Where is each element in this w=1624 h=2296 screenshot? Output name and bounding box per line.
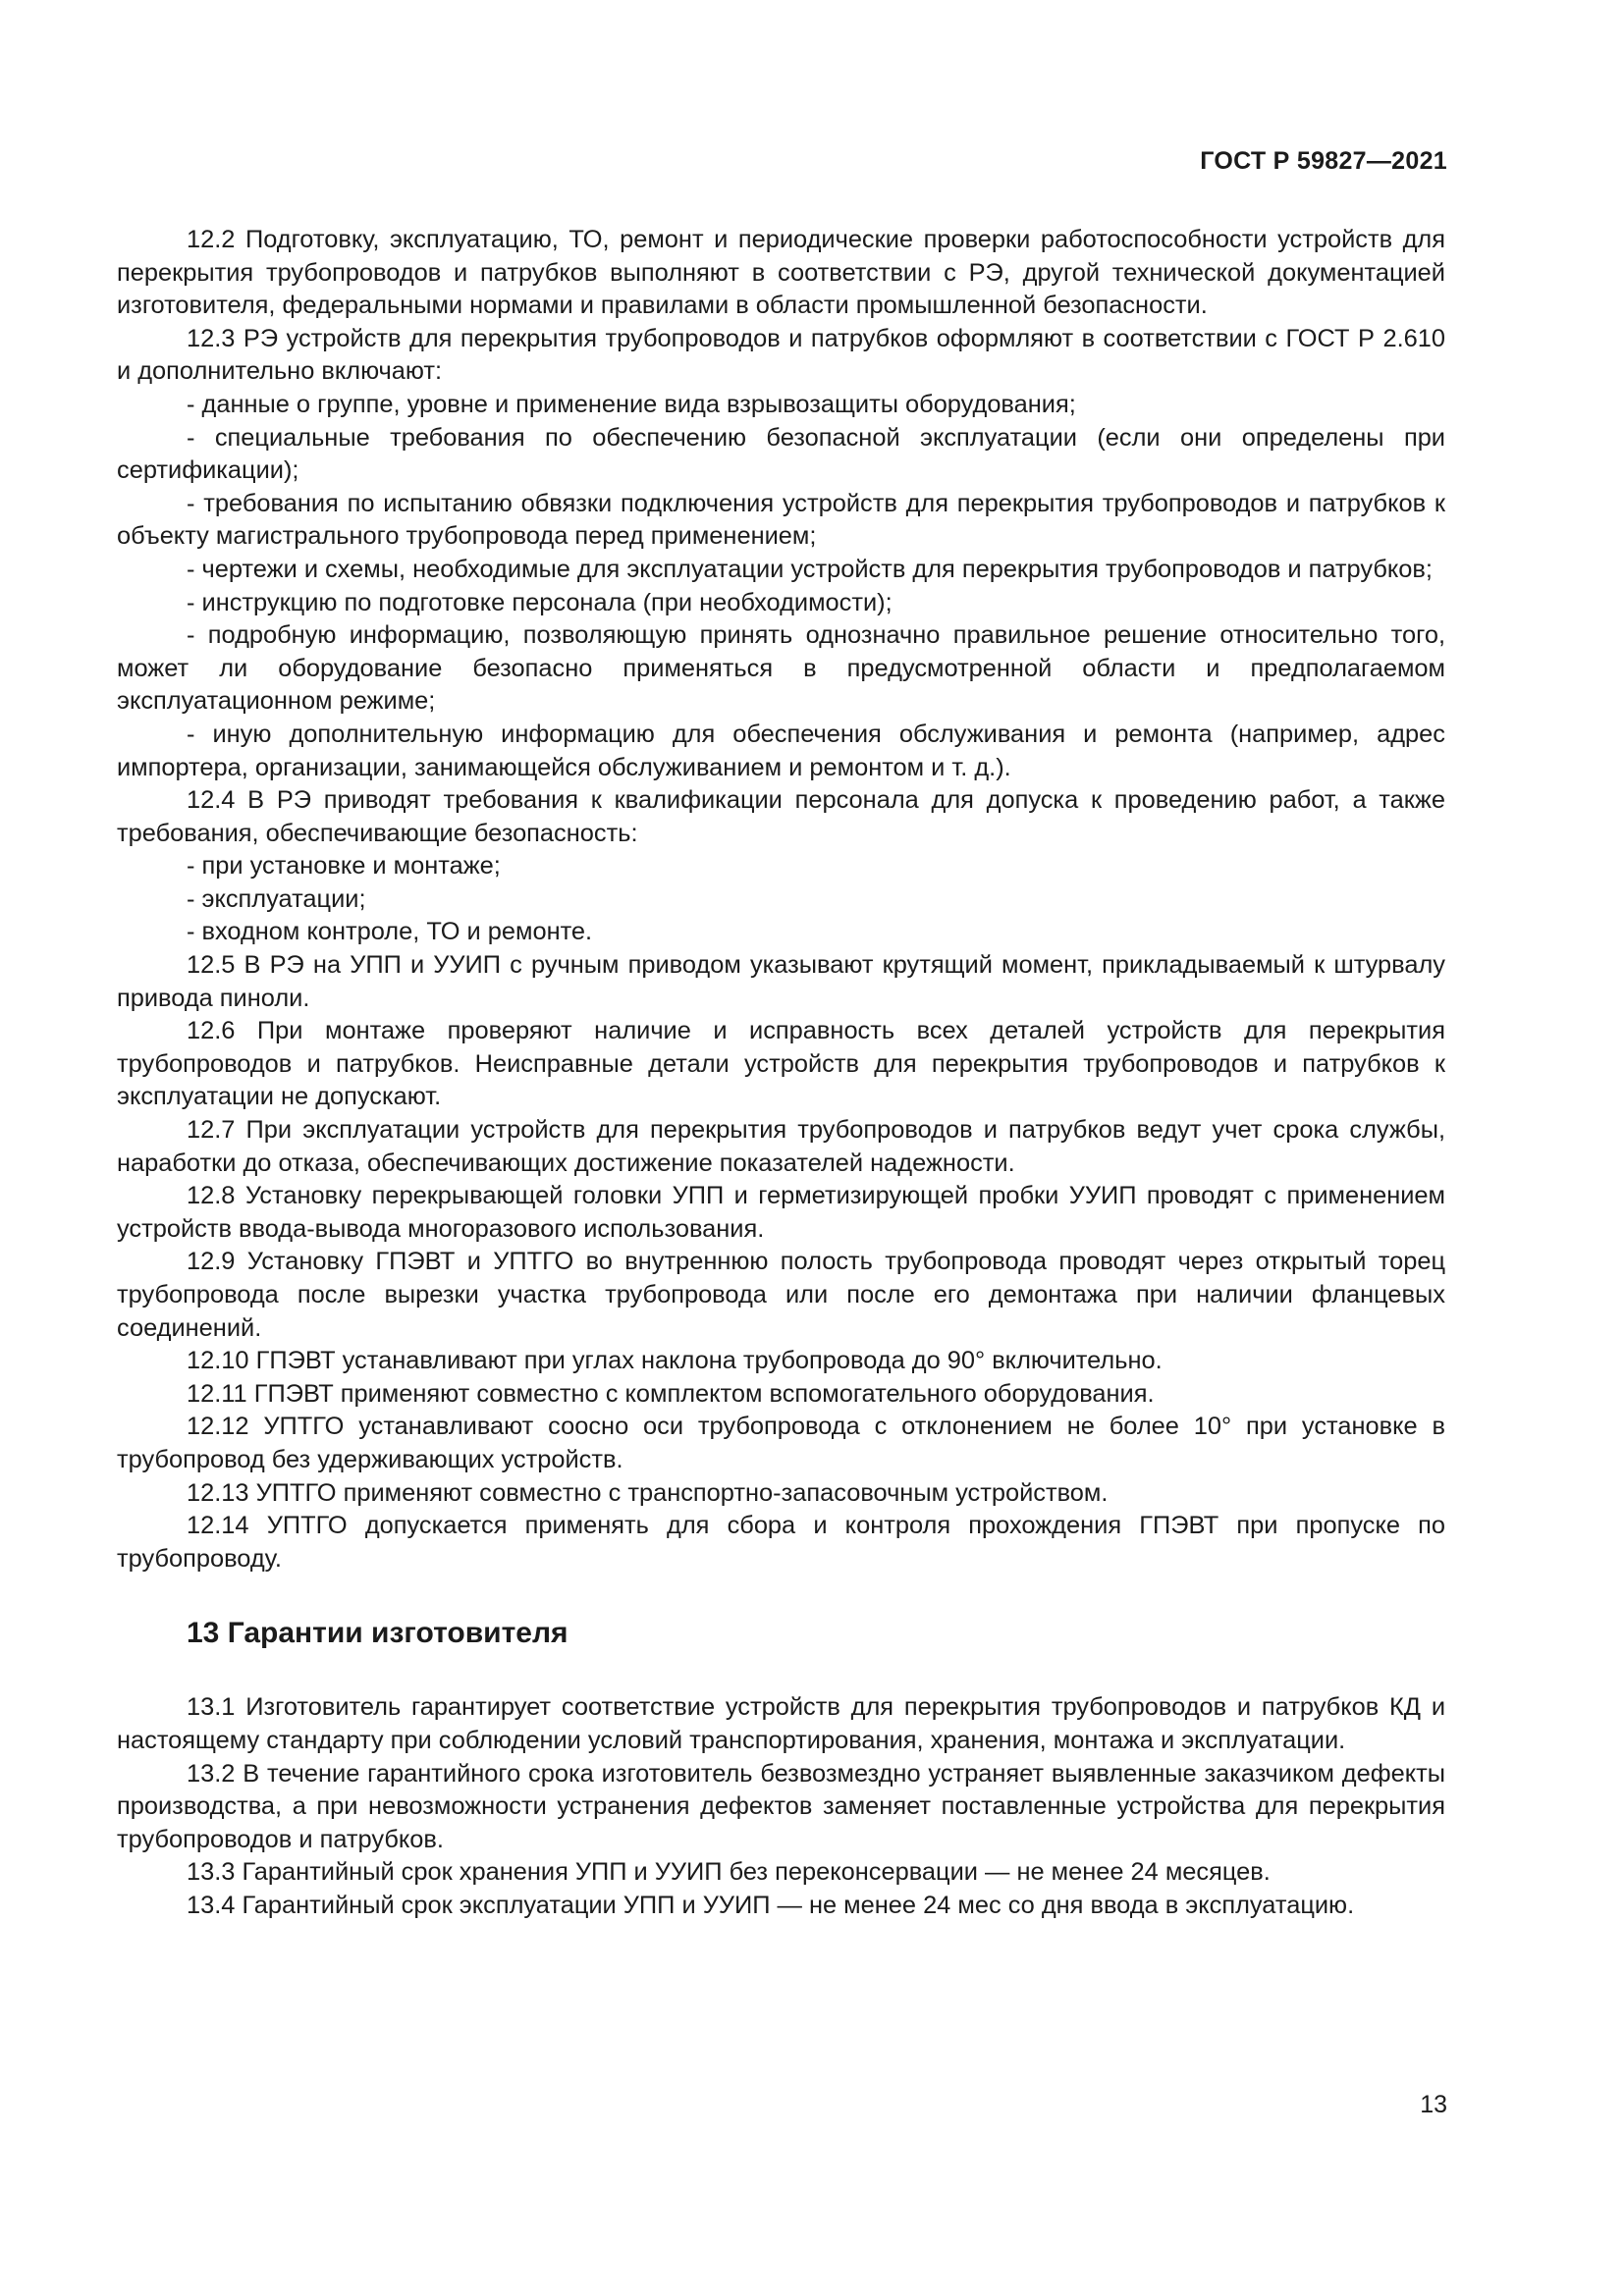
paragraph: 12.5 В РЭ на УПП и УУИП с ручным приводом указывают крутящий момент, прикладываемый к штурвалу привода пиноли. bbox=[117, 951, 1445, 1012]
paragraph: 12.4 В РЭ приводят требования к квалификации персонала для допуска к проведению работ, а также требования, обеспечивающие безопасность: bbox=[117, 786, 1445, 847]
paragraph: 13.1 Изготовитель гарантирует соответствие устройств для перекрытия трубопроводов и патрубков КД и настоящему стандарту при соблюдении условий транспортирования, хранения, монтажа и эксплуатации. bbox=[117, 1693, 1445, 1754]
document-body bbox=[117, 224, 1445, 1923]
section-13 bbox=[117, 1691, 1445, 1922]
paragraph: 12.13 УПТГО применяют совместно с транспортно-запасовочным устройством. bbox=[187, 1478, 1109, 1507]
list-item: - инструкцию по подготовке персонала (при необходимости); bbox=[187, 588, 893, 616]
paragraph: 12.7 При эксплуатации устройств для перекрытия трубопроводов и патрубков ведут учет срока службы, наработки до отказа, обеспечивающих достижение показателей надежности. bbox=[117, 1116, 1445, 1177]
paragraph: 12.8 Установку перекрывающей головки УПП и герметизирующей пробки УУИП проводят с применением устройств ввода-вывода многоразового использования. bbox=[117, 1182, 1445, 1243]
section-13-heading: 13 Гарантии изготовителя bbox=[187, 1617, 568, 1650]
paragraph: 13.2 В течение гарантийного срока изготовитель безвозмездно устраняет выявленные заказчиком дефекты производства, а при невозможности устранения дефектов заменяет поставленные устройства для перекрытия трубопроводов и патрубков. bbox=[117, 1759, 1445, 1853]
list-item: - входном контроле, ТО и ремонте. bbox=[187, 918, 593, 946]
paragraph: 12.12 УПТГО устанавливают соосно оси трубопровода с отклонением не более 10° при установке в трубопровод без удерживающих устройств. bbox=[117, 1413, 1445, 1473]
list-item: - чертежи и схемы, необходимые для эксплуатации устройств для перекрытия трубопроводов и патрубков; bbox=[187, 555, 1433, 583]
list-item: - эксплуатации; bbox=[187, 884, 366, 913]
paragraph: 12.14 УПТГО допускается применять для сбора и контроля прохождения ГПЭВТ при пропуске по трубопроводу. bbox=[117, 1512, 1445, 1573]
paragraph: 12.6 При монтаже проверяют наличие и исправность всех деталей устройств для перекрытия трубопроводов и патрубков. Неисправные детали устройств для перекрытия трубопроводов и патрубков к эксплуатации не допускают. bbox=[117, 1017, 1445, 1111]
list-item: - данные о группе, уровне и применение вида взрывозащиты оборудования; bbox=[187, 390, 1076, 418]
paragraph: 12.3 РЭ устройств для перекрытия трубопроводов и патрубков оформляют в соответствии с ГОСТ Р 2.610 и дополнительно включают: bbox=[117, 324, 1445, 386]
paragraph: 12.10 ГПЭВТ устанавливают при углах наклона трубопровода до 90° включительно. bbox=[187, 1347, 1163, 1375]
list-item: - специальные требования по обеспечению безопасной эксплуатации (если они определены при сертификации); bbox=[117, 423, 1445, 485]
paragraph: 12.11 ГПЭВТ применяют совместно с комплектом вспомогательного оборудования. bbox=[187, 1379, 1155, 1408]
list-item: - подробную информацию, позволяющую принять однозначно правильное решение относительно того, может ли оборудование безопасно применяться в предусмотренной области и предполагаемом эксплуатационном режиме; bbox=[117, 621, 1445, 716]
page-number: 13 bbox=[1420, 2091, 1447, 2118]
list-item: - иную дополнительную информацию для обеспечения обслуживания и ремонта (например, адрес импортера, организации, занимающейся обслуживанием и ремонтом и т. д.). bbox=[117, 720, 1445, 781]
list-item: - при установке и монтаже; bbox=[187, 852, 501, 881]
list-item: - требования по испытанию обвязки подключения устройств для перекрытия трубопроводов и патрубков к объекту магистрального трубопровода перед применением; bbox=[117, 489, 1445, 551]
paragraph: 13.4 Гарантийный срок эксплуатации УПП и УУИП — не менее 24 мес со дня ввода в эксплуатацию. bbox=[187, 1891, 1355, 1919]
standard-header: ГОСТ Р 59827—2021 bbox=[1200, 147, 1447, 175]
section-12 bbox=[117, 224, 1445, 1575]
paragraph: 12.2 Подготовку, эксплуатацию, ТО, ремонт и периодические проверки работоспособности устройств для перекрытия трубопроводов и патрубков выполняют в соответствии с РЭ, другой технической документацией изготовителя, федеральными нормами и правилами в области промышленной безопасности. bbox=[117, 226, 1445, 320]
paragraph: 12.9 Установку ГПЭВТ и УПТГО во внутреннюю полость трубопровода проводят через открытый торец трубопровода после вырезки участка трубопровода или после его демонтажа при наличии фланцевых соединений. bbox=[117, 1248, 1445, 1342]
paragraph: 13.3 Гарантийный срок хранения УПП и УУИП без переконсервации — не менее 24 месяцев. bbox=[187, 1858, 1271, 1887]
